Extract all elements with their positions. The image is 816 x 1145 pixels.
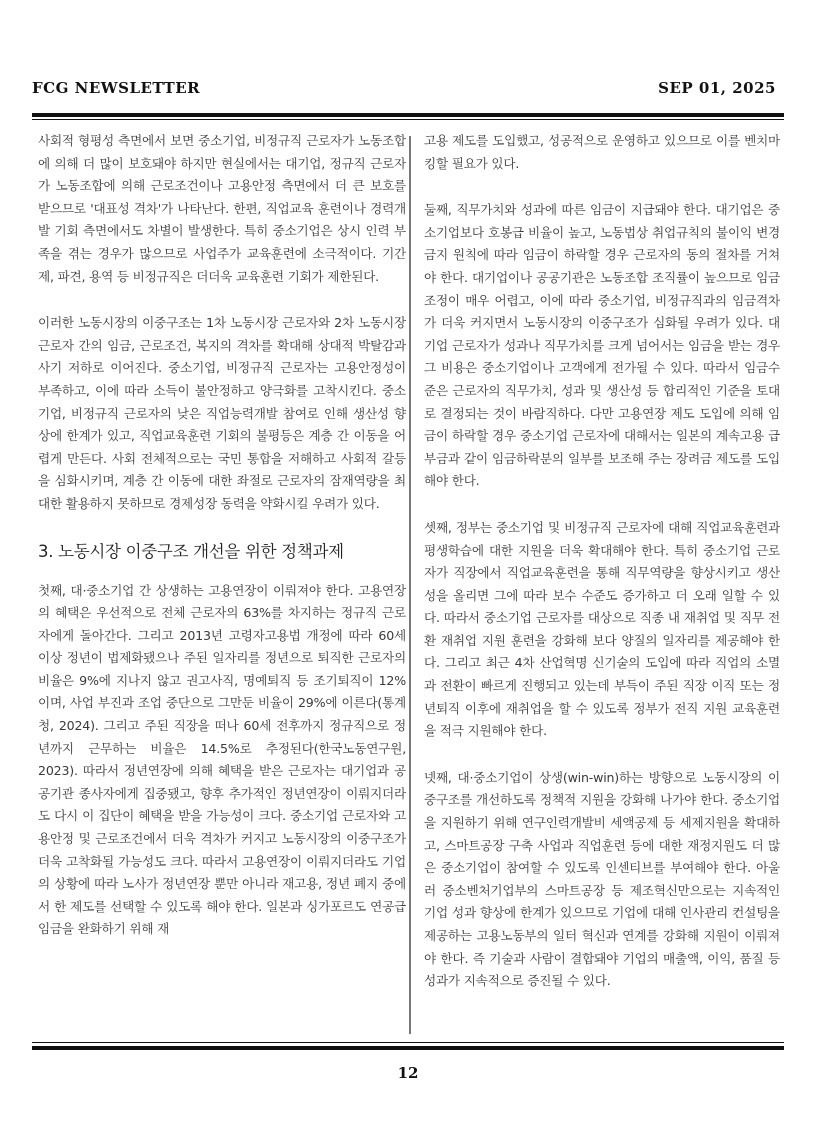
issue-date: SEP 01, 2025	[658, 79, 776, 97]
page-header	[32, 76, 776, 100]
footer-rule-thin	[32, 1042, 784, 1043]
newsletter-title: FCG NEWSLETTER	[32, 79, 201, 97]
column-divider	[409, 136, 411, 1034]
footer-rule-thick	[32, 1046, 784, 1050]
paragraph: 고용 제도를 도입했고, 성공적으로 운영하고 있으므로 이를 벤치마킹할 필요가 있다.	[424, 133, 780, 171]
paragraph: 셋째, 정부는 중소기업 및 비정규직 근로자에 대해 직업교육훈련과 평생학습에 대한 지원을 더욱 확대해야 한다. 특히 중소기업 근로자가 직장에서 직업교육훈련을 통해 직무역량을 향상시키고 생산성을 올리면 그에 따라 보수 수준도 증가하고 더 오래 일할 수 있다. 따라서 중소기업 근로자를 대상으로 직종 내 재취업 및 직무 전환 재취업 지원 훈련을 강화해 보다 양질의 일자리를 제공해야 한다. 그리고 최근 4차 산업혁명 신기술의 도입에 따라 직업의 소멸과 전환이 빠르게 진행되고 있는데 부득이 주된 직장 이직 또는 정년퇴직 이후에 재취업을 할 수 있도록 정부가 전직 지원 교육훈련을 적극 지원해야 한다.	[424, 519, 780, 739]
paragraph: 둘째, 직무가치와 성과에 따른 임금이 지급돼야 한다. 대기업은 중소기업보다 호봉급 비율이 높고, 노동법상 취업규칙의 불이익 변경 금지 원칙에 따라 임금이 하락할 경우 근로자의 동의 절차를 거쳐야 한다. 대기업이나 공공기관은 노동조합 조직률이 높으므로 임금 조정이 매우 어렵고, 이에 따라 중소기업, 비정규직과의 임금격차가 더욱 커지면서 노동시장의 이중구조가 심화될 우려가 있다. 대기업 근로자가 성과나 직무가치를 크게 넘어서는 임금을 받는 경우 그 비용은 중소기업이나 고객에게 전가될 수 있다. 따라서 임금수준은 근로자의 직무가치, 성과 및 생산성 등 합리적인 기준을 토대로 결정되는 것이 바람직하다. 다만 고용연장 제도 도입에 의해 임금이 하락할 경우 중소기업 근로자에 대해서는 일본의 계속고용 급부금과 같이 임금하락분의 일부를 보조해 주는 장려금 제도를 도입해야 한다.	[424, 202, 780, 489]
left-column	[38, 130, 406, 965]
section-heading: 3. 노동시장 이중구조 개선을 위한 정책과제	[38, 541, 344, 561]
paragraph: 넷째, 대·중소기업이 상생(win-win)하는 방향으로 노동시장의 이중구조를 개선하도록 정책적 지원을 강화해 나가야 한다. 중소기업을 지원하기 위해 연구인력개발비 세액공제 등 세제지원을 확대하고, 스마트공장 구축 사업과 직업훈련 등에 대한 재정지원도 더 많은 중소기업이 참여할 수 있도록 인센티브를 부여해야 한다. 아울러 중소벤처기업부의 스마트공장 등 제조혁신만으로는 지속적인 기업 성과 향상에 한계가 있으므로 기업에 대해 인사관리 컨설팅을 제공하는 고용노동부의 일터 혁신과 연계를 강화해 지원이 이뤄져야 한다. 즉 기술과 사람이 결합돼야 기업의 매출액, 이익, 품질 등 성과가 지속적으로 증진될 수 있다.	[424, 769, 780, 989]
page-number: 12	[397, 1064, 419, 1082]
header-rule-thin	[32, 119, 784, 120]
paragraph: 이러한 노동시장의 이중구조는 1차 노동시장 근로자와 2차 노동시장 근로자 간의 임금, 근로조건, 복지의 격차를 확대해 상대적 박탈감과 사기 저하로 이어진다. 중소기업, 비정규직 근로자는 고용안정성이 부족하고, 이에 따라 소득이 불안정하고 양극화를 고착시킨다. 중소기업, 비정규직 근로자의 낮은 직업능력개발 참여로 인해 생산성 향상에 한계가 있고, 직업교육훈련 기회의 불평등은 계층 간 이동을 어렵게 만든다. 사회 전체적으로는 국민 통합을 저해하고 사회적 갈등을 심화시키며, 계층 간 이동에 대한 좌절로 근로자의 잠재역량을 최대한 활용하지 못하므로 경제성장 동력을 약화시킬 우려가 있다.	[38, 315, 406, 511]
right-column	[424, 130, 780, 1017]
header-rule-thick	[32, 113, 784, 117]
paragraph: 사회적 형평성 측면에서 보면 중소기업, 비정규직 근로자가 노동조합에 의해 더 많이 보호돼야 하지만 현실에서는 대기업, 정규직 근로자가 노동조합에 의해 근로조건이나 고용안정 측면에서 더 큰 보호를 받으므로 '대표성 격차'가 나타난다. 한편, 직업교육 훈련이나 경력개발 기회 측면에서도 차별이 발생한다. 특히 중소기업은 상시 인력 부족을 겪는 경우가 많으므로 사업주가 교육훈련에 소극적이다. 기간제, 파견, 용역 등 비정규직은 더더욱 교육훈련 기회가 제한된다.	[38, 133, 406, 284]
paragraph: 첫째, 대·중소기업 간 상생하는 고용연장이 이뤄져야 한다. 고용연장의 혜택은 우선적으로 전체 근로자의 63%를 차지하는 정규직 근로자에게 돌아간다. 그리고 2013년 고령자고용법 개정에 따라 60세 이상 정년이 법제화됐으나 주된 일자리를 정년으로 퇴직한 근로자의 비율은 9%에 지나지 않고 권고사직, 명예퇴직 등 조기퇴직이 12%이며, 사업 부진과 조업 중단으로 그만둔 비율이 29%에 이른다(통계청, 2024). 그리고 주된 직장을 떠나 60세 전후까지 정규직으로 정년까지 근무하는 비율은 14.5%로 추정된다(한국노동연구원, 2023). 따라서 정년연장에 의해 혜택을 받은 근로자는 대기업과 공공기관 종사자에게 집중됐고, 향후 추가적인 정년연장이 이뤄지더라도 다시 이 집단이 혜택을 받을 가능성이 크다. 중소기업 근로자와 고용안정 및 근로조건에서 더욱 격차가 커지고 노동시장의 이중구조가 더욱 고착화될 가능성도 크다. 따라서 고용연장이 이뤄지더라도 기업의 상황에 따라 노사가 정년연장 뿐만 아니라 재고용, 정년 폐지 중에서 한 제도를 선택할 수 있도록 해야 한다. 일본과 싱가포르도 연공급 임금을 완화하기 위해 재	[38, 582, 406, 937]
